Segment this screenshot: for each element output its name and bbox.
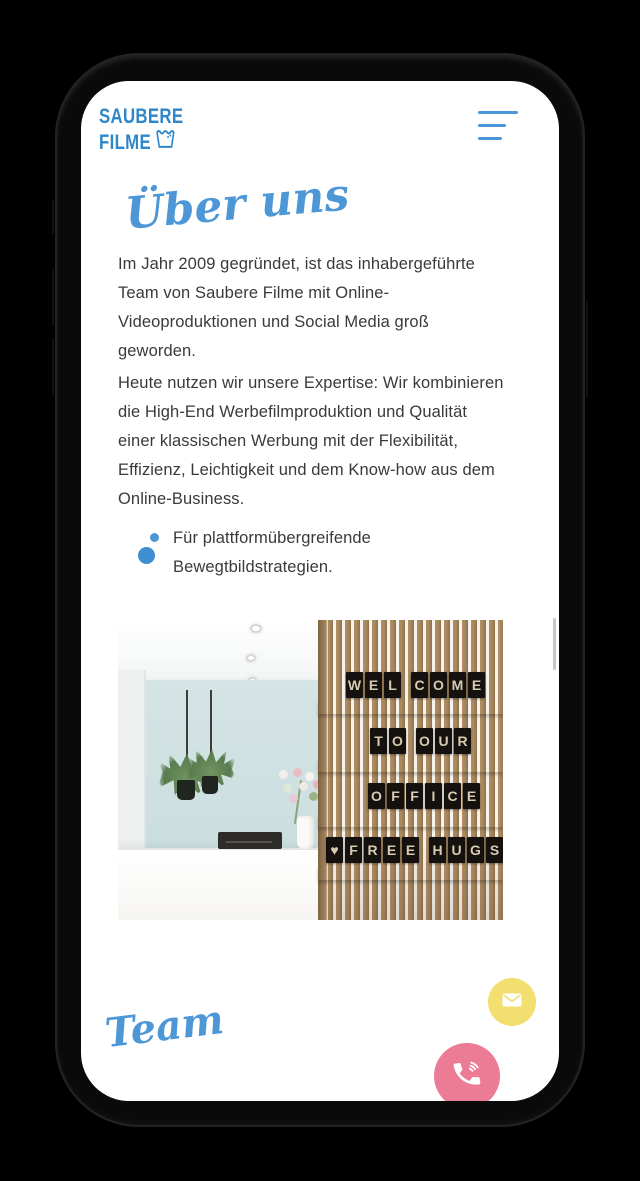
letter-tile: O [389, 728, 406, 754]
bullet-dot-big [138, 547, 155, 564]
flower-vase [297, 816, 314, 849]
text-line: Effizienz, Leichtigkeit und dem Know-how aus dem [118, 461, 495, 479]
letter-tile: O [416, 728, 433, 754]
bullet-dot-small [150, 533, 159, 542]
tile-gap [421, 837, 427, 863]
letter-tile: R [454, 728, 471, 754]
ceiling-light-icon [250, 624, 262, 633]
tile-gap [403, 672, 409, 698]
letter-tile: E [463, 783, 480, 809]
text-line: Videoproduktionen und Social Media groß [118, 313, 429, 331]
letter-tile: ♥ [326, 837, 343, 863]
photo-ceiling [118, 620, 318, 682]
text-line: Bewegtbildstrategien. [173, 558, 333, 576]
burger-line [478, 111, 518, 114]
letter-tile: H [429, 837, 446, 863]
letter-tile-row [370, 728, 471, 754]
letter-tile: W [346, 672, 363, 698]
logo-line-1: SAUBERE [99, 105, 184, 128]
letter-tile-row [326, 837, 503, 863]
plant-pot [202, 776, 218, 794]
wood-rail [318, 700, 503, 714]
letter-tile: F [345, 837, 362, 863]
text-line: Heute nutzen wir unsere Expertise: Wir kombinieren [118, 374, 504, 392]
envelope-icon [500, 988, 524, 1017]
bullet-point-text [173, 524, 371, 582]
text-line: Im Jahr 2009 gegründet, ist das inhabergeführte [118, 255, 475, 273]
text-line: Online-Business. [118, 490, 245, 508]
hamburger-menu-icon[interactable] [478, 111, 520, 141]
letter-tile: S [486, 837, 503, 863]
logo-line-2 [99, 126, 183, 152]
about-paragraph-1 [118, 250, 475, 366]
letter-tile: E [365, 672, 382, 698]
text-line: einer klassischen Werbung mit der Flexibilität, [118, 432, 459, 450]
team-section-title: Team [102, 995, 227, 1058]
phone-call-icon [451, 1058, 483, 1095]
wash-tub-icon [155, 126, 176, 152]
letter-tile: T [370, 728, 387, 754]
letter-tile: O [430, 672, 447, 698]
text-line: Team von Saubere Filme mit Online- [118, 284, 390, 302]
letter-tile: U [448, 837, 465, 863]
letter-tile: G [467, 837, 484, 863]
letter-tile-row [346, 672, 485, 698]
wood-rail [318, 813, 503, 827]
logo-line-2-text: FILME [99, 131, 151, 154]
letter-tile-row [368, 783, 480, 809]
letter-tile: F [387, 783, 404, 809]
site-logo[interactable] [99, 107, 204, 152]
letter-tile: R [364, 837, 381, 863]
phone-screen [81, 81, 559, 1101]
letter-tile: L [384, 672, 401, 698]
letter-tile: C [411, 672, 428, 698]
ceiling-light-icon [246, 654, 256, 662]
page-title: Über uns [123, 169, 352, 240]
email-fab-button[interactable] [488, 978, 536, 1026]
letter-board [318, 620, 503, 920]
letter-tile: E [468, 672, 485, 698]
photo-left-wall [118, 670, 146, 855]
letter-tile: F [406, 783, 423, 809]
letter-tile: I [425, 783, 442, 809]
text-line: die High-End Werbefilmproduktion und Qualität [118, 403, 468, 421]
office-photo [118, 620, 503, 920]
tile-gap [408, 728, 414, 754]
text-line: geworden. [118, 342, 196, 360]
hanging-plant [190, 690, 230, 800]
phone-fab-button[interactable] [434, 1043, 500, 1101]
burger-line [478, 137, 502, 140]
text-line: Für plattformübergreifende [173, 529, 371, 547]
wood-rail [318, 866, 503, 880]
letter-tile: E [402, 837, 419, 863]
printer-on-desk [218, 832, 282, 849]
phone-frame [55, 53, 585, 1127]
letter-tile: U [435, 728, 452, 754]
about-paragraph-2 [118, 369, 504, 514]
burger-line [478, 124, 506, 127]
scrollbar-thumb[interactable] [553, 618, 556, 670]
letter-tile: M [449, 672, 466, 698]
reception-desk [118, 848, 318, 920]
letter-tile: E [383, 837, 400, 863]
letter-tile: O [368, 783, 385, 809]
letter-tile: C [444, 783, 461, 809]
wood-rail [318, 758, 503, 772]
